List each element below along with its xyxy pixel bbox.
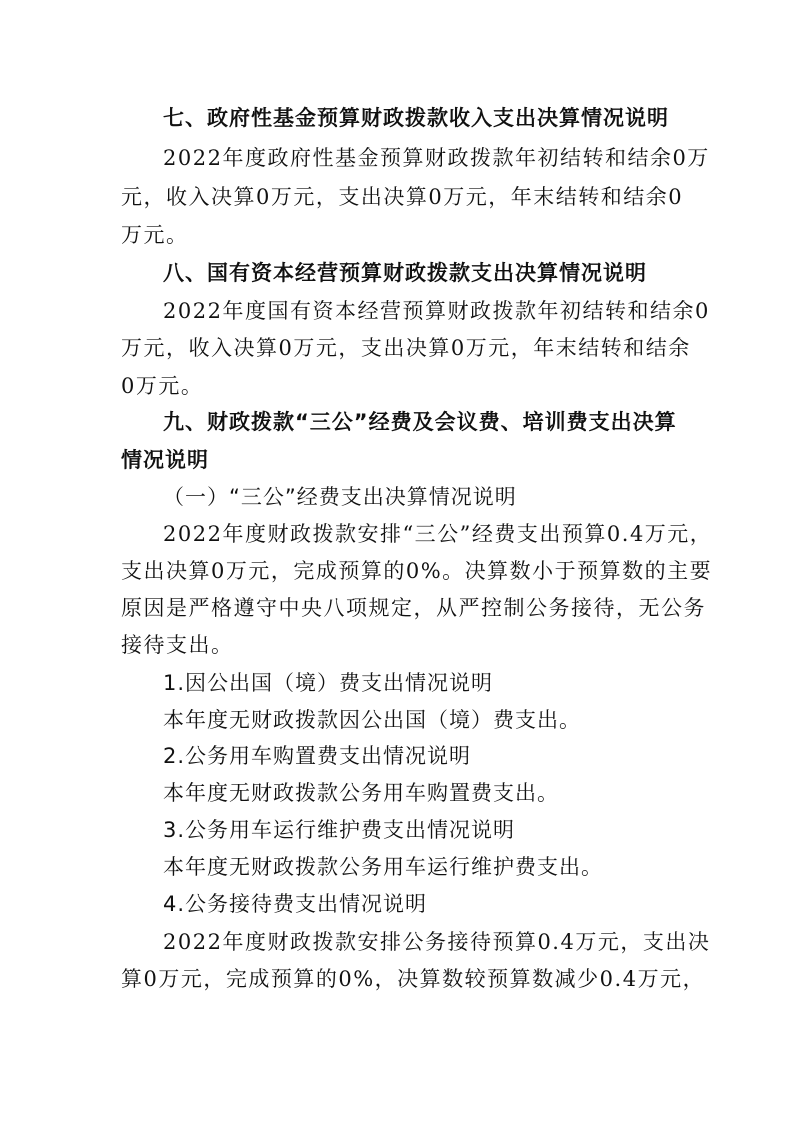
item-2-text: 本年度无财政拨款公务用车购置费支出。 xyxy=(163,781,559,805)
section-9-heading-line-2: 情况说明 xyxy=(121,448,209,472)
section-9-subheading: （一）“三公”经费支出决算情况说明 xyxy=(163,485,517,509)
item-4-title: 4.公务接待费支出情况说明 xyxy=(163,892,428,916)
item-2-title: 2.公务用车购置费支出情况说明 xyxy=(163,744,472,768)
section-9-para-line-2: 支出决算0万元，完成预算的0%。决算数小于预算数的主要 xyxy=(121,559,713,583)
section-9-para-line-1: 2022年度财政拨款安排“三公”经费支出预算0.4万元， xyxy=(163,522,713,546)
section-7-heading: 七、政府性基金预算财政拨款收入支出决算情况说明 xyxy=(163,106,669,130)
item-4-para-line-2: 算0万元，完成预算的0%，决算数较预算数减少0.4万元， xyxy=(121,967,706,991)
item-3-title: 3.公务用车运行维护费支出情况说明 xyxy=(163,818,516,842)
item-3-text: 本年度无财政拨款公务用车运行维护费支出。 xyxy=(163,855,603,879)
section-8-para-line-3: 0万元。 xyxy=(121,374,204,398)
section-8-heading: 八、国有资本经营预算财政拨款支出决算情况说明 xyxy=(163,261,647,285)
section-7-para-line-1: 2022年度政府性基金预算财政拨款年初结转和结余0万 xyxy=(163,146,710,170)
item-1-text: 本年度无财政拨款因公出国（境）费支出。 xyxy=(163,708,581,732)
section-9-heading-line-1: 九、财政拨款“三公”经费及会议费、培训费支出决算 xyxy=(163,410,677,434)
section-8-para-line-2: 万元，收入决算0万元，支出决算0万元，年末结转和结余 xyxy=(121,336,691,360)
section-9-para-line-3: 原因是严格遵守中央八项规定，从严控制公务接待，无公务 xyxy=(121,596,706,620)
item-4-para-line-1: 2022年度财政拨款安排公务接待预算0.4万元，支出决 xyxy=(163,930,711,954)
item-1-title: 1.因公出国（境）费支出情况说明 xyxy=(163,671,494,695)
section-9-para-line-4: 接待支出。 xyxy=(121,633,234,657)
section-8-para-line-1: 2022年度国有资本经营预算财政拨款年初结转和结余0 xyxy=(163,299,710,323)
section-7-para-line-3: 万元。 xyxy=(121,223,189,247)
section-7-para-line-2: 元，收入决算0万元，支出决算0万元，年末结转和结余0 xyxy=(121,185,684,209)
